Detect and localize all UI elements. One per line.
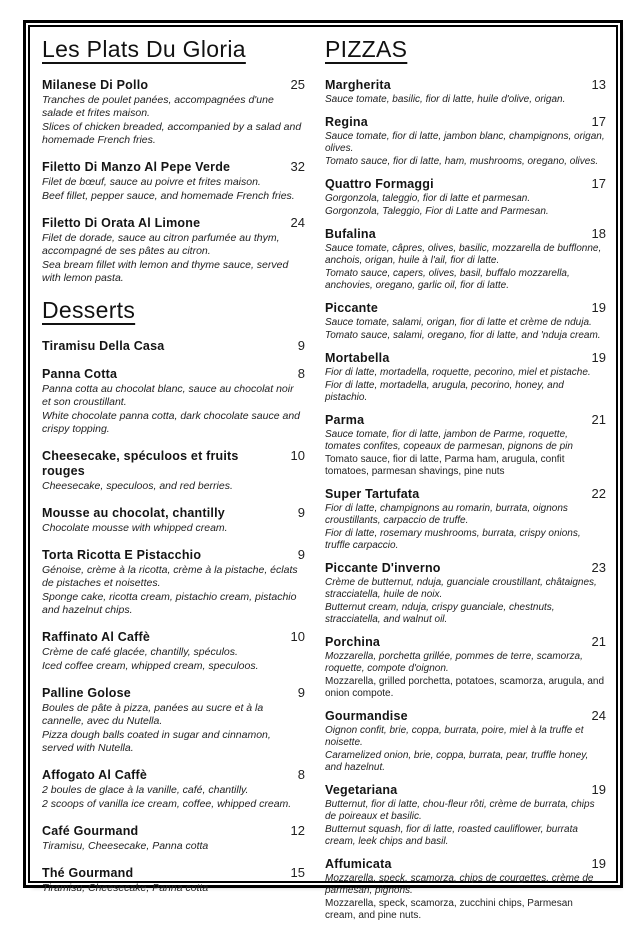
menu-section (325, 36, 606, 922)
menu-item-name: Thé Gourmand (42, 866, 134, 880)
menu-item-description: Pizza dough balls coated in sugar and cinnamon, served with Nutella. (42, 729, 271, 754)
menu-item-description: Butternut cream, nduja, crispy guanciale, chestnuts, stracciatella, and walnut oil. (325, 602, 555, 625)
menu-item-description: Génoise, crème à la ricotta, crème à la pistache, éclats de pistaches et noisettes. (42, 564, 298, 589)
menu-item-description: Fior di latte, champignons au romarin, burrata, oignons croustillants, carpaccio de truffe. (325, 503, 568, 526)
menu-item-header (42, 215, 305, 231)
menu-item (325, 486, 606, 552)
menu-item-header (325, 782, 606, 798)
menu-item-name: Regina (325, 115, 368, 129)
menu-item-price: 32 (290, 159, 305, 174)
menu-item-description: Sauce tomate, fior di latte, jambon blanc, champignons, origan, olives. (325, 131, 605, 154)
menu-item (325, 856, 606, 922)
menu-item-description: Butternut squash, fior di latte, roasted cauliflower, burrata cream, leek chips and basil. (325, 824, 578, 847)
menu-item-description: Sea bream fillet with lemon and thyme sauce, served with lemon pasta. (42, 259, 289, 284)
menu-item-description: 2 scoops of vanilla ice cream, coffee, whipped cream. (42, 798, 292, 810)
section-heading: PIZZAS (325, 36, 408, 62)
menu-item-name: Filetto Di Manzo Al Pepe Verde (42, 160, 231, 174)
menu-item-description: Gorgonzola, taleggio, fior di latte et parmesan. (325, 193, 531, 204)
menu-item-description: Crème de café glacée, chantilly, spéculos. (42, 646, 238, 658)
menu-item-price: 24 (290, 215, 305, 230)
menu-item (42, 338, 305, 354)
menu-item-price: 18 (591, 226, 606, 241)
menu-item-description: Mozzarella, porchetta grillée, pommes de terre, scamorza, roquette, compote d'oignon. (325, 651, 583, 674)
menu-item (42, 547, 305, 617)
menu-item-header (42, 159, 305, 175)
menu-item (42, 77, 305, 147)
menu-item-description: Iced coffee cream, whipped cream, speculoos. (42, 660, 259, 672)
menu-item-price: 12 (290, 823, 305, 838)
menu-item-header (42, 685, 305, 701)
menu-item-price: 8 (297, 767, 305, 782)
menu-item-header (325, 634, 606, 650)
menu-item-header (325, 226, 606, 242)
menu-item-header (325, 708, 606, 724)
menu-item-price: 22 (591, 486, 606, 501)
menu-item-header (42, 767, 305, 783)
menu-item-price: 17 (591, 176, 606, 191)
menu-item (325, 634, 606, 700)
menu-item-header (325, 176, 606, 192)
menu-item-name: Piccante (325, 301, 379, 315)
menu-item-name: Mortabella (325, 351, 390, 365)
menu-item (325, 77, 606, 106)
menu-item-header (42, 366, 305, 382)
menu-item-description: Oignon confit, brie, coppa, burrata, poire, miel à la truffe et noisette. (325, 725, 584, 748)
menu-item-header (42, 505, 305, 521)
menu-item-price: 19 (591, 856, 606, 871)
menu-item-header (325, 412, 606, 428)
menu-item-header (325, 560, 606, 576)
menu-page-frame (28, 25, 618, 921)
menu-item-description: Mozzarella, speck, scamorza, chips de courgettes, crème de parmesan, pignons. (325, 873, 594, 896)
menu-item-price: 23 (591, 560, 606, 575)
menu-item-price: 21 (591, 634, 606, 649)
menu-item-header (325, 486, 606, 502)
menu-item (325, 412, 606, 478)
menu-item-description: Tomato sauce, capers, olives, basil, buffalo mozzarella, anchovies, oregano, garlic oil, fior di latte. (325, 268, 570, 291)
menu-item-header (325, 350, 606, 366)
menu-item-name: Filetto Di Orata Al Limone (42, 216, 201, 230)
menu-item (325, 300, 606, 342)
menu-item-price: 8 (297, 366, 305, 381)
menu-item-name: Piccante D'inverno (325, 561, 441, 575)
menu-item-description: Sauce tomate, salami, origan, fior di latte et crème de nduja. (325, 317, 592, 328)
menu-item-description: Tomato sauce, salami, oregano, fior di latte, and 'nduja cream. (325, 330, 601, 341)
menu-item (325, 114, 606, 168)
menu-item-price: 10 (290, 629, 305, 644)
menu-item (325, 226, 606, 292)
menu-item-description: Fior di latte, mortadella, arugula, pecorino, honey, and pistachio. (325, 380, 564, 403)
menu-item-description: White chocolate panna cotta, dark chocolate sauce and crispy topping. (42, 410, 300, 435)
menu-item-price: 17 (591, 114, 606, 129)
menu-item-name: Palline Golose (42, 686, 131, 700)
menu-item-description: Tomato sauce, fior di latte, ham, mushrooms, oregano, olives. (325, 156, 599, 167)
menu-column-right (325, 36, 606, 930)
menu-item-header (325, 300, 606, 316)
menu-item-description: Gorgonzola, Taleggio, Fior di Latte and Parmesan. (325, 206, 549, 217)
menu-item-name: Affumicata (325, 857, 392, 871)
menu-item-name: Raffinato Al Caffè (42, 630, 151, 644)
menu-item-header (325, 856, 606, 872)
menu-item (325, 176, 606, 218)
section-heading: Desserts (42, 297, 136, 323)
menu-item-description: Fior di latte, rosemary mushrooms, burrata, crispy onions, truffle carpaccio. (325, 528, 581, 551)
menu-item-name: Margherita (325, 78, 391, 92)
menu-item-name: Tiramisu Della Casa (42, 339, 165, 353)
menu-page-content (30, 27, 616, 936)
menu-item-price: 9 (297, 685, 305, 700)
menu-item (42, 865, 305, 895)
menu-item-price: 10 (290, 448, 305, 463)
menu-item-description: Sauce tomate, câpres, olives, basilic, mozzarella de bufflonne, anchois, origan, huile à l'ail, fior di latte. (325, 243, 602, 266)
menu-column-left (42, 36, 305, 930)
menu-item-header (42, 547, 305, 563)
menu-item-header (42, 77, 305, 93)
menu-item-header (42, 338, 305, 354)
menu-item-price: 15 (290, 865, 305, 880)
menu-item-name: Mousse au chocolat, chantilly (42, 506, 225, 520)
menu-item-name: Cheesecake, spéculoos et fruits rouges (42, 449, 239, 478)
menu-item-header (42, 448, 305, 479)
menu-item (325, 708, 606, 774)
menu-item-price: 19 (591, 300, 606, 315)
menu-item-name: Affogato Al Caffè (42, 768, 148, 782)
section-heading: Les Plats Du Gloria (42, 36, 246, 62)
menu-item-description: Beef fillet, pepper sauce, and homemade French fries. (42, 190, 295, 202)
menu-item-price: 9 (297, 505, 305, 520)
menu-item-description: Filet de bœuf, sauce au poivre et frites maison. (42, 176, 261, 188)
menu-item (42, 448, 305, 493)
menu-item (42, 505, 305, 535)
menu-item (42, 823, 305, 853)
menu-item-description: Mozzarella, speck, scamorza, zucchini chips, Parmesan cream, and pine nuts. (325, 898, 573, 921)
menu-item-description: Chocolate mousse with whipped cream. (42, 522, 228, 534)
menu-item-name: Panna Cotta (42, 367, 118, 381)
menu-item-name: Vegetariana (325, 783, 398, 797)
menu-item-header (42, 823, 305, 839)
menu-item (42, 366, 305, 436)
menu-item-description: Filet de dorade, sauce au citron parfumée au thym, accompagné de ses pâtes au citron. (42, 232, 280, 257)
menu-item-description: Tiramisu, Cheesecake, Panna cotta (42, 882, 209, 894)
menu-item (42, 685, 305, 755)
menu-item-description: Butternut, fior di latte, chou-fleur rôti, crème de burrata, chips de poireaux et basilic. (325, 799, 595, 822)
menu-item-name: Bufalina (325, 227, 376, 241)
menu-item-description: Caramelized onion, brie, coppa, burrata, pear, truffle honey, and hazelnut. (325, 750, 589, 773)
menu-item-name: Gourmandise (325, 709, 408, 723)
menu-item-header (325, 114, 606, 130)
menu-item-price: 9 (297, 547, 305, 562)
menu-item-description: Sauce tomate, fior di latte, jambon de Parme, roquette, tomates confites, copeaux de parmesan, pignons de pin (325, 429, 573, 452)
menu-item (325, 782, 606, 848)
menu-item-description: Tomato sauce, fior di latte, Parma ham, arugula, confit tomatoes, parmesan shavings, pine nuts (325, 454, 565, 477)
menu-item-description: Crème de butternut, nduja, guanciale croustillant, châtaignes, stracciatella, huile de noix. (325, 577, 597, 600)
menu-item (325, 350, 606, 404)
menu-item-description: Tranches de poulet panées, accompagnées d'une salade et frites maison. (42, 94, 274, 119)
menu-item (42, 767, 305, 811)
menu-item-name: Café Gourmand (42, 824, 139, 838)
menu-item (42, 629, 305, 673)
menu-section (42, 36, 305, 285)
menu-item-price: 19 (591, 782, 606, 797)
menu-item-name: Milanese Di Pollo (42, 78, 149, 92)
menu-item-price: 24 (591, 708, 606, 723)
menu-item-name: Torta Ricotta E Pistacchio (42, 548, 202, 562)
menu-item-price: 9 (297, 338, 305, 353)
menu-item-description: Tiramisu, Cheesecake, Panna cotta (42, 840, 209, 852)
menu-item-header (325, 77, 606, 93)
menu-item-header (42, 629, 305, 645)
menu-item-name: Quattro Formaggi (325, 177, 434, 191)
menu-item (42, 159, 305, 203)
menu-item-price: 19 (591, 350, 606, 365)
menu-item-name: Porchina (325, 635, 381, 649)
menu-item-price: 13 (591, 77, 606, 92)
menu-item-description: Sauce tomate, basilic, fior di latte, huile d'olive, origan. (325, 94, 566, 105)
menu-section (42, 297, 305, 895)
menu-item-description: 2 boules de glace à la vanille, café, chantilly. (42, 784, 249, 796)
menu-item-price: 21 (591, 412, 606, 427)
menu-item-header (42, 865, 305, 881)
menu-item (325, 560, 606, 626)
menu-item (42, 215, 305, 285)
menu-item-description: Boules de pâte à pizza, panées au sucre et à la cannelle, avec du Nutella. (42, 702, 264, 727)
menu-item-description: Slices of chicken breaded, accompanied by a salad and homemade French fries. (42, 121, 302, 146)
menu-item-description: Fior di latte, mortadella, roquette, pecorino, miel et pistache. (325, 367, 591, 378)
menu-item-description: Sponge cake, ricotta cream, pistachio cream, pistachio and hazelnut chips. (42, 591, 297, 616)
menu-item-description: Cheesecake, speculoos, and red berries. (42, 480, 233, 492)
menu-item-name: Super Tartufata (325, 487, 420, 501)
menu-item-description: Mozzarella, grilled porchetta, potatoes, scamorza, arugula, and onion compote. (325, 676, 605, 699)
menu-item-price: 25 (290, 77, 305, 92)
menu-item-description: Panna cotta au chocolat blanc, sauce au chocolat noir et son croustillant. (42, 383, 294, 408)
menu-item-name: Parma (325, 413, 365, 427)
